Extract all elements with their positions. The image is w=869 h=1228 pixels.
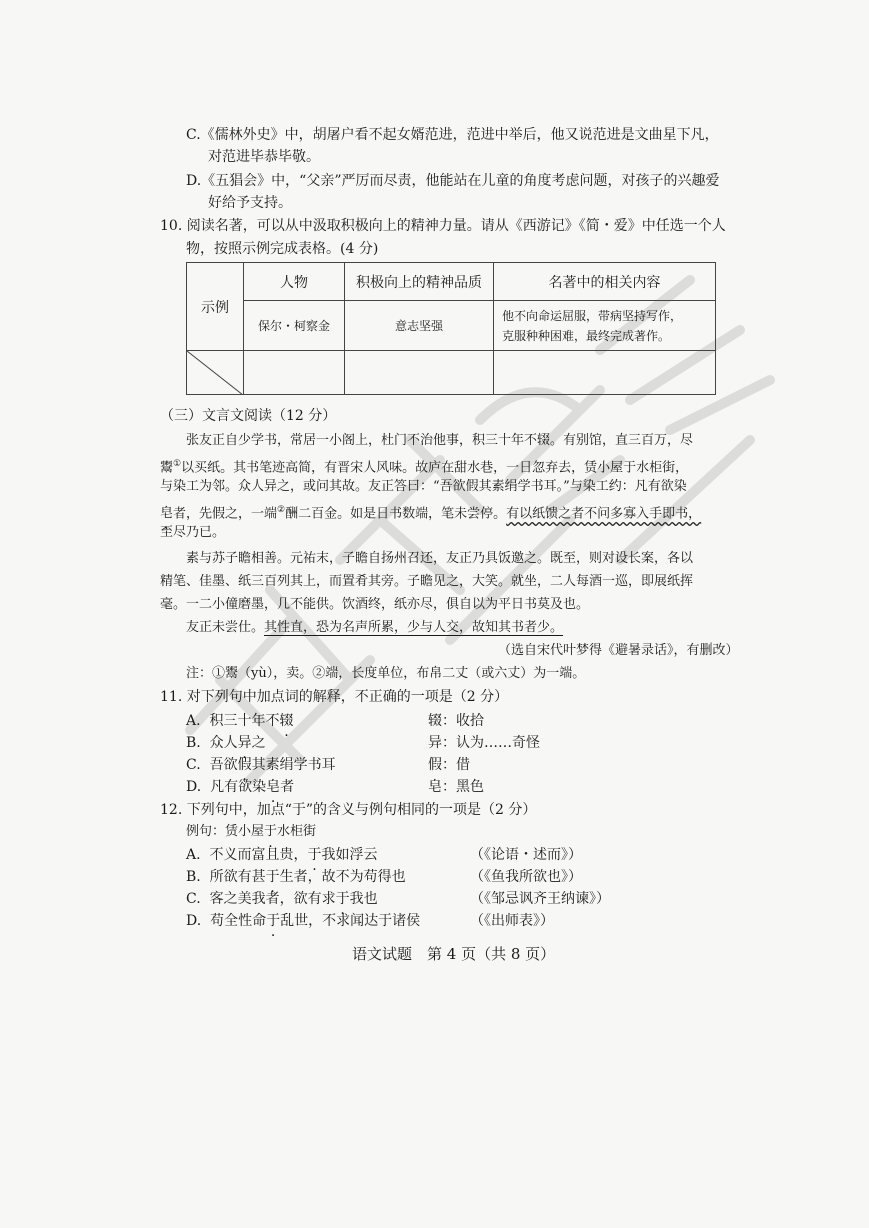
table-header-character: 人物	[244, 263, 345, 301]
option-text-post: 者	[280, 779, 295, 795]
passage-p2-line2: 精笔、佳墨、纸三百列其上，而置肴其旁。子瞻见之，大笑。就坐，二人每酒一巡，即展纸挥	[160, 574, 694, 589]
option-text-post: 我也	[349, 891, 378, 907]
dotted-word: 辍	[279, 713, 294, 729]
q10-answer-table	[186, 262, 716, 395]
q9-option-d-line1: D.《五猖会》中，“父亲”严厉而尽责，他能站在儿童的角度考虑问题，对孩子的兴趣爱	[186, 173, 720, 189]
passage-p1-line4	[160, 499, 701, 525]
q11-gloss-c: 假：借	[428, 757, 470, 773]
underlined-sentence: 其性直，恐为名声所累，少与人交，故知其书者少。	[264, 620, 564, 635]
q11-stem: 11. 对下列句中加点词的解释，不正确的一项是（2 分）	[160, 689, 509, 705]
q9-option-d-line2: 好给予支持。	[208, 195, 292, 211]
option-text-post: 其素绢学书耳	[251, 757, 336, 773]
q11-gloss-a: 辍：收拾	[428, 713, 484, 729]
q10-stem-line1: 10. 阅读名著，可以从中汲取积极向上的精神力量。请从《西游记》《简・爱》中任选一个人	[160, 218, 726, 234]
q12-source-a: （《论语・述而》）	[470, 847, 582, 863]
q9-option-c-line2: 对范进毕恭毕敬。	[208, 149, 320, 165]
q11-option-d[interactable]	[186, 776, 294, 798]
diagonal-line	[187, 351, 243, 395]
example-content-line1: 他不向命运屈服，带病坚持写作，	[502, 308, 683, 323]
example-text-pre: 例句：赁小屋	[186, 824, 265, 839]
example-content	[494, 301, 716, 351]
q11-option-b[interactable]	[186, 732, 266, 754]
option-label: B.	[186, 735, 201, 751]
option-label: C.	[186, 757, 201, 773]
dotted-word: 于	[265, 869, 280, 885]
q12-source-b: （《鱼我所欲也》）	[470, 869, 582, 885]
option-text-pre: 客之美我者，欲有求	[209, 891, 336, 907]
dotted-word: 异	[237, 735, 252, 751]
passage-notes: 注：①鬻（yù），卖。②端，长度单位，布帛二丈（或六丈）为一端。	[186, 666, 586, 681]
q12-example	[186, 821, 316, 843]
option-label: C.	[186, 891, 201, 907]
option-text-pre: 不义而富且贵，	[209, 847, 308, 863]
passage-p1-line3: 与染工为邻。众人异之，或问其故。友正答曰：“吾欲假其素绢学书耳。”与染工约：凡有欲染	[160, 479, 687, 494]
option-label: A.	[186, 847, 201, 863]
table-header-quality: 积极向上的精神品质	[345, 263, 494, 301]
option-text-pre: 积三十年不	[209, 713, 280, 729]
option-text-pre: 所欲有甚	[209, 869, 266, 885]
q12-stem: 12. 下列句中，加点“于”的含义与例句相同的一项是（2 分）	[160, 802, 537, 818]
option-text-post: 我如浮云	[321, 847, 378, 863]
q11-option-c[interactable]	[186, 754, 336, 776]
answer-cell-quality[interactable]	[345, 351, 494, 395]
answer-cell-character[interactable]	[244, 351, 345, 395]
dotted-word: 于	[307, 847, 322, 863]
option-label: B.	[186, 869, 201, 885]
option-text-pre: 吾欲	[209, 757, 238, 773]
dotted-word: 假	[237, 757, 252, 773]
q12-option-d[interactable]	[186, 910, 420, 932]
footnote-2-mark: ②	[277, 505, 286, 515]
option-text-pre: 众人	[209, 735, 238, 751]
q11-gloss-b: 异：认为……奇怪	[428, 735, 540, 751]
q11-gloss-d: 皂：黑色	[428, 779, 484, 795]
option-text-pre: 凡有欲染	[210, 779, 267, 795]
q12-source-c: （《邹忌讽齐王纳谏》）	[470, 891, 610, 907]
q12-source-d: （《出师表》）	[470, 913, 554, 929]
passage-p1-line5: 至尽乃已。	[160, 525, 226, 540]
example-content-line2: 克服种种困难，最终完成著作。	[502, 328, 671, 343]
char-yu: 鬻	[160, 460, 174, 476]
page-footer: 语文试题 第 4 页（共 8 页）	[352, 945, 556, 963]
passage-p1-line4a: 者，先假之，一	[173, 506, 265, 522]
option-label: D.	[186, 779, 202, 795]
option-label: D.	[186, 913, 202, 929]
option-text-post: 之	[251, 735, 266, 751]
passage-p2-line3: 毫。一二小僮磨墨，几不能供。饮酒终，纸亦尽，俱自以为平日书莫及也。	[160, 597, 590, 612]
dotted-char-zao: 皂	[160, 506, 174, 522]
q12-option-a[interactable]	[186, 844, 377, 866]
example-quality: 意志坚强	[345, 301, 494, 351]
option-text-post: 生者，故不为苟得也	[279, 869, 406, 885]
char-duan: 端	[264, 506, 278, 522]
answer-cell-content[interactable]	[494, 351, 716, 395]
q9-option-c-line1: C.《儒林外史》中，胡屠户看不起女婿范进，范进中举后，他又说范进是文曲星下凡，	[186, 127, 719, 143]
passage-p2-line1: 素与苏子瞻相善。元祐末，子瞻自扬州召还，友正乃具饭邀之。既至，则对设长案，各以	[186, 551, 694, 566]
section3-title: （三）文言文阅读（12 分）	[160, 408, 337, 424]
diagonal-cell	[187, 351, 244, 395]
dotted-word: 皂	[266, 779, 281, 795]
dotted-word: 于	[266, 913, 281, 929]
passage-source: （选自宋代叶梦得《避暑录话》，有删改）	[498, 643, 739, 658]
q10-stem-line2: 物，按照示例完成表格。(4 分)	[186, 241, 379, 257]
table-header-content: 名著中的相关内容	[494, 263, 716, 301]
footnote-1-mark: ①	[173, 459, 182, 469]
q11-option-a[interactable]	[186, 710, 293, 732]
example-label: 示例	[187, 263, 244, 351]
q12-option-c[interactable]	[186, 888, 378, 910]
q12-option-b[interactable]	[186, 866, 406, 888]
option-label: A.	[186, 713, 201, 729]
passage-p1-line1: 张友正自少学书，常居一小阁上，杜门不治他事，积三十年不辍。有别馆，直三百万，尽	[186, 433, 694, 448]
option-text-post: 乱世，不求闻达于诸侯	[280, 913, 421, 929]
example-text-post: 水柜街	[277, 824, 317, 839]
option-text-pre: 苟全性命	[210, 913, 267, 929]
wavy-underlined-sentence: 有以纸馈之者不问多寡入手即书，	[506, 506, 702, 522]
passage-p1-line4b: 酬二百金。如是日书数端，笔未尝停。	[285, 506, 507, 522]
example-character: 保尔・柯察金	[244, 301, 345, 351]
passage-p1-line2-text: 以买纸。其书笔迹高简，有晋宋人风味。故庐在甜水巷，一日忽弃去，赁小屋于水柜街，	[181, 460, 689, 476]
passage-p3-lead: 友正未尝仕。	[186, 620, 265, 635]
dotted-word: 于	[335, 891, 350, 907]
dotted-word: 于	[264, 824, 278, 839]
passage-p3	[186, 617, 563, 639]
